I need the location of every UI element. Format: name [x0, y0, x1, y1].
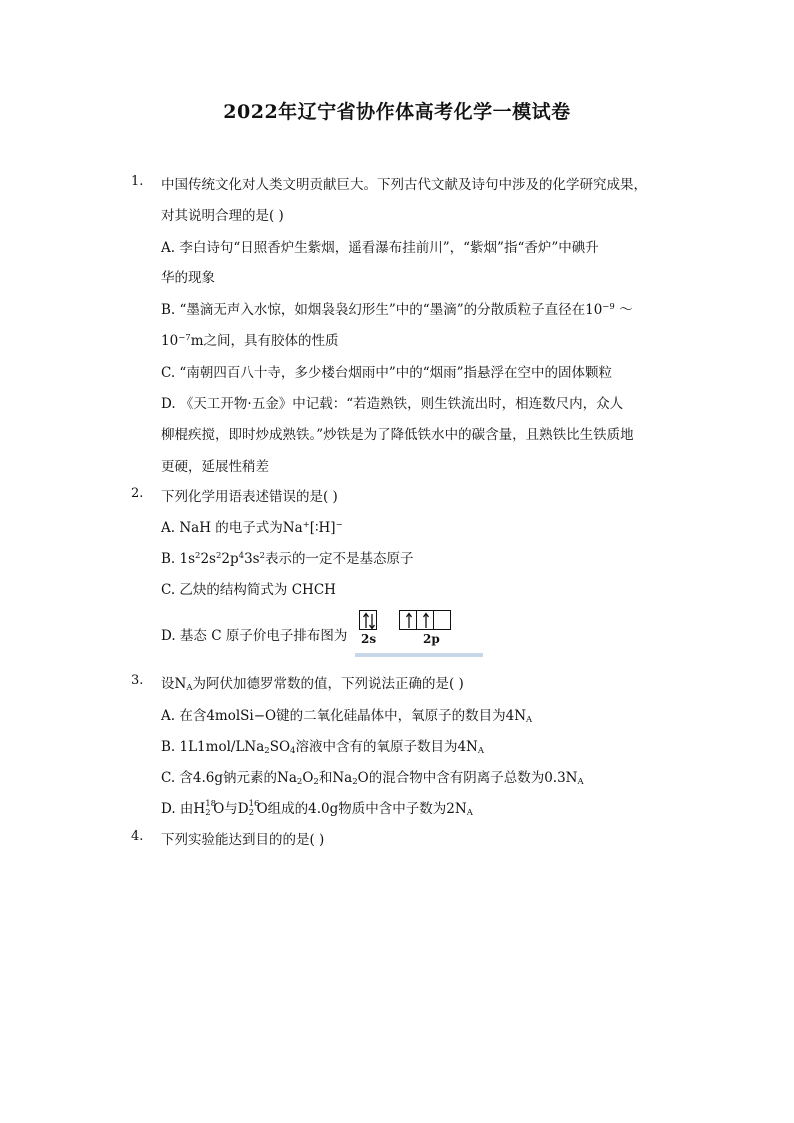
orbital-label-2s: 2s	[361, 632, 377, 646]
option-c: C. 含4.6g钠元素的$Na_2O_2$和$Na_2O$的混合物中含有阴离子总数为$0.3N_A$	[161, 770, 584, 787]
option-c: C. 乙炔的结构简式为 CHCH	[161, 582, 336, 598]
orbital-box-2p-2	[416, 610, 434, 630]
orbital-diagram	[355, 607, 483, 659]
question-number: 3.	[131, 673, 144, 688]
option-b-cont: $10^{-7}m$之间，具有胶体的性质	[161, 333, 339, 349]
page-title: 2022年辽宁省协作体高考化学一模试卷	[223, 101, 571, 123]
question-number: 4.	[131, 829, 144, 844]
option-a: A. 李白诗句“日照香炉生紫烟，遥看瀑布挂前川”，“紫烟”指“香炉”中碘升	[161, 240, 599, 256]
option-b: B. “墨滴无声入水惊，如烟袅袅幻形生”中的“墨滴”的分散质粒子直径在$10^{-9}$ ～	[161, 302, 633, 318]
option-a: A. NaH 的电子式为Na+[∶H]−	[161, 520, 343, 536]
option-d-cont: 柳棍疾搅，即时炒成熟铁。”炒铁是为了降低铁水中的碳含量，且熟铁比生铁质地	[161, 427, 634, 443]
question-stem: 对其说明合理的是( )	[161, 208, 284, 224]
underline-bar	[355, 653, 483, 657]
orbital-box-2p-1	[399, 610, 417, 630]
option-c: C. “南朝四百八十寺，多少楼台烟雨中”中的“烟雨”指悬浮在空中的固体颗粒	[161, 365, 613, 381]
up-down-arrow-icon	[360, 611, 378, 631]
option-d: D. 基态 C 原子价电子排布图为	[161, 628, 348, 644]
question-number: 1.	[131, 174, 144, 189]
option-a-cont: 华的现象	[161, 270, 215, 286]
question-stem: 设$N_A$为阿伏加德罗常数的值，下列说法正确的是( )	[161, 676, 464, 693]
question-stem: 下列实验能达到目的的是( )	[161, 832, 325, 848]
question-stem: 中国传统文化对人类文明贡献巨大。下列古代文献及诗句中涉及的化学研究成果，	[161, 177, 647, 193]
orbital-box-2p-3	[433, 610, 451, 630]
orbital-label-2p: 2p	[423, 632, 440, 646]
option-d-cont: 更硬，延展性稍差	[161, 459, 269, 475]
orbital-box-2s	[359, 610, 377, 630]
option-a: A. 在含4molSi−O键的二氧化硅晶体中，氧原子的数目为$4N_A$	[161, 708, 533, 725]
question-number: 2.	[131, 486, 144, 501]
option-d: D. 由H 18 2 O与D 16 2 O组成的4.0g物质中含中子数为$2N_A$	[161, 799, 473, 818]
option-b: B. $1s^22s^22p^43s^2$表示的一定不是基态原子	[161, 551, 414, 567]
option-b: B. $1L1mol/LNa_2SO_4$溶液中含有的氧原子数目为$4N_A$	[161, 739, 484, 756]
option-d: D. 《天工开物·五金》中记载：“若造熟铁，则生铁流出时，相连数尺内，众人	[161, 396, 624, 412]
question-stem: 下列化学用语表述错误的是( )	[161, 489, 338, 505]
